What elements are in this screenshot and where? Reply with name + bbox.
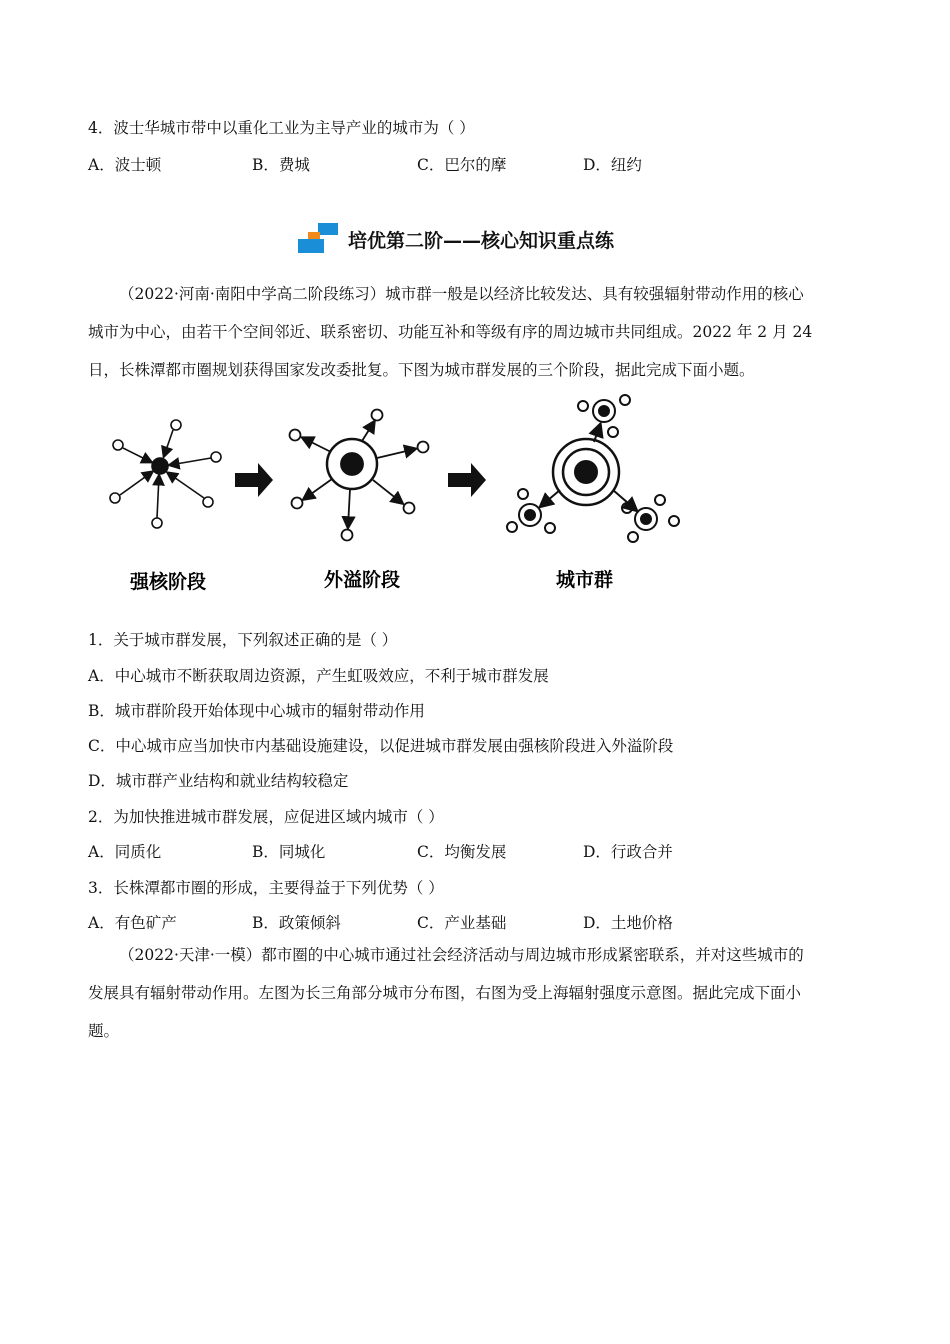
q2-option-d: D．行政合并 bbox=[583, 843, 673, 861]
passage-1 bbox=[88, 275, 860, 389]
city-cluster-stages-figure bbox=[100, 390, 700, 600]
q4-stem: 4．波士华城市带中以重化工业为主导产业的城市为（ ） bbox=[88, 119, 475, 137]
q2-option-b: B．同城化 bbox=[252, 843, 326, 861]
q2-stem: 2．为加快推进城市群发展，应促进区域内城市（ ） bbox=[88, 808, 444, 826]
caption-overflow: 外溢阶段 bbox=[324, 569, 401, 591]
passage-2 bbox=[88, 936, 860, 1050]
passage-1-line-1: （2022·河南·南阳中学高二阶段练习）城市群一般是以经济比较发达、具有较强辐射带动作用的核心 bbox=[119, 285, 804, 303]
q4-option-a: A．波士顿 bbox=[88, 156, 162, 174]
q2-option-a: A．同质化 bbox=[88, 843, 162, 861]
stage-arrow-1-icon bbox=[235, 463, 273, 497]
q1-option-a: A．中心城市不断获取周边资源，产生虹吸效应，不利于城市群发展 bbox=[88, 667, 549, 685]
q1-option-b: B．城市群阶段开始体现中心城市的辐射带动作用 bbox=[88, 702, 425, 720]
passage-1-line-2: 城市为中心，由若干个空间邻近、联系密切、功能互补和等级有序的周边城市共同组成。2022 年 2 月 24 bbox=[88, 323, 813, 341]
q1-stem: 1．关于城市群发展，下列叙述正确的是（ ） bbox=[88, 631, 398, 649]
q4-option-b: B．费城 bbox=[252, 156, 310, 174]
stage-overflow-diagram bbox=[290, 410, 429, 541]
q1-option-c: C．中心城市应当加快市内基础设施建设，以促进城市群发展由强核阶段进入外溢阶段 bbox=[88, 737, 674, 755]
caption-strong-core: 强核阶段 bbox=[130, 571, 207, 593]
section-title: 培优第二阶——核心知识重点练 bbox=[348, 229, 615, 252]
q4-option-d: D．纽约 bbox=[583, 156, 642, 174]
q3-option-c: C．产业基础 bbox=[417, 914, 507, 932]
passage-2-line-1: （2022·天津·一模）都市圈的中心城市通过社会经济活动与周边城市形成紧密联系，并对这些城市的 bbox=[119, 946, 804, 964]
q2-option-c: C．均衡发展 bbox=[417, 843, 507, 861]
q3-option-d: D．土地价格 bbox=[583, 914, 673, 932]
passage-2-line-2: 发展具有辐射带动作用。左图为长三角部分城市分布图，右图为受上海辐射强度示意图。据此完成下面小 bbox=[88, 984, 802, 1002]
stage-strong-core-diagram bbox=[110, 420, 221, 528]
section-logo-icon bbox=[298, 223, 340, 255]
section-heading bbox=[298, 222, 614, 256]
q3-option-b: B．政策倾斜 bbox=[252, 914, 341, 932]
caption-city-cluster: 城市群 bbox=[556, 569, 614, 591]
stage-city-cluster-diagram bbox=[507, 395, 679, 542]
q4-option-c: C．巴尔的摩 bbox=[417, 156, 507, 174]
q1-option-d: D．城市群产业结构和就业结构较稳定 bbox=[88, 772, 349, 790]
stage-arrow-2-icon bbox=[448, 463, 486, 497]
passage-2-line-3: 题。 bbox=[88, 1022, 120, 1040]
passage-1-line-3: 日，长株潭都市圈规划获得国家发改委批复。下图为城市群发展的三个阶段，据此完成下面小题。 bbox=[88, 361, 755, 379]
q3-stem: 3．长株潭都市圈的形成，主要得益于下列优势（ ） bbox=[88, 879, 444, 897]
q3-option-a: A．有色矿产 bbox=[88, 914, 177, 932]
